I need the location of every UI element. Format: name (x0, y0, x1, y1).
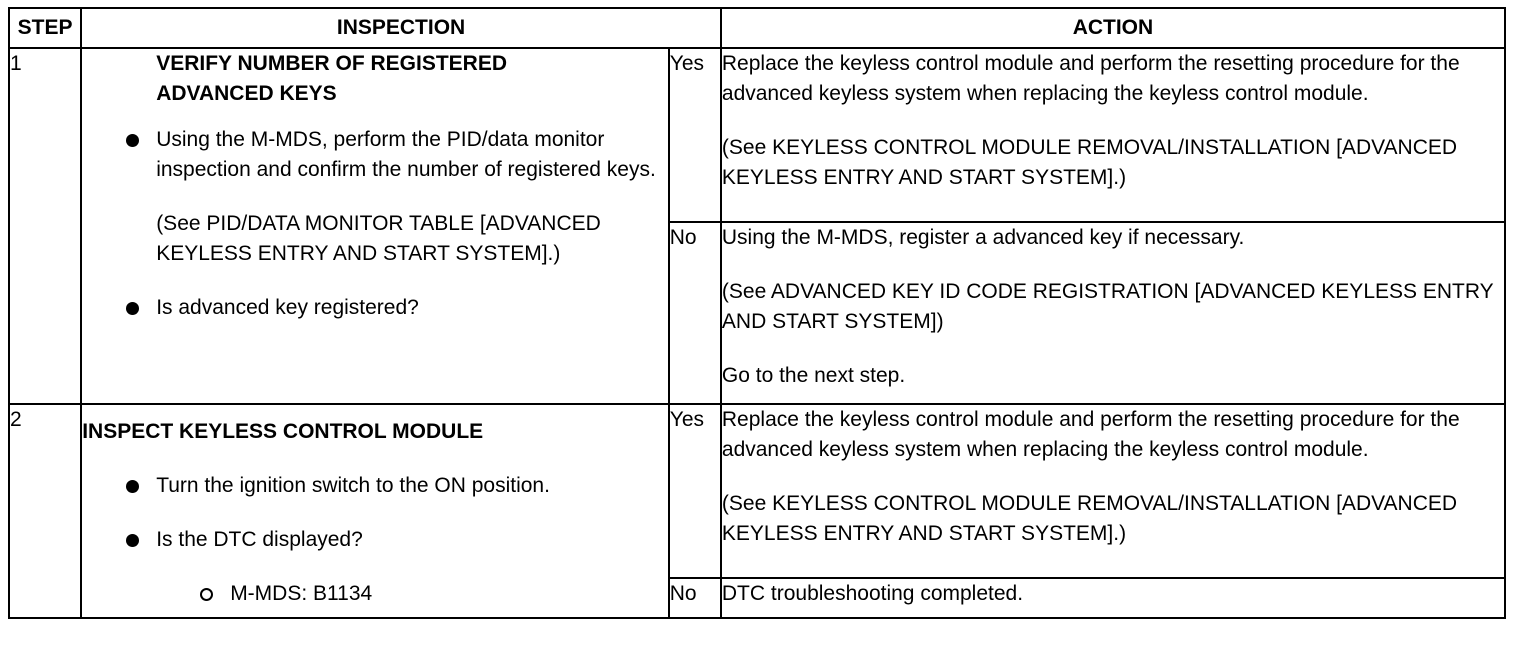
step-1-no-label: No (669, 222, 721, 404)
step-1-no-reference: (See ADVANCED KEY ID CODE REGISTRATION [ADVANCED KEYLESS ENTRY AND START SYSTEM]) (721, 280, 1494, 333)
step-1-inspection (81, 48, 669, 404)
step-1-no-action (721, 222, 1505, 404)
step-2-bullet-2-text: Is the DTC displayed? (156, 528, 363, 551)
step-1-title (82, 49, 668, 109)
step-2-no-action (721, 578, 1505, 618)
step-1-bullet-1-text: Using the M-MDS, perform the PID/data monitor inspection and confirm the number of registered keys. (156, 128, 656, 181)
step-2-bullet-1-text: Turn the ignition switch to the ON position. (156, 474, 550, 497)
step-1-yes-action-text: Replace the keyless control module and perform the resetting procedure for the advanced keyless system when replacing the keyless control module. (721, 52, 1460, 105)
header-action: ACTION (721, 8, 1505, 48)
step-2-yes-action-text: Replace the keyless control module and perform the resetting procedure for the advanced keyless system when replacing the keyless control module. (721, 408, 1460, 461)
step-2-no-label: No (669, 578, 721, 618)
header-step: STEP (9, 8, 81, 48)
step-1-number: 1 (9, 48, 81, 404)
step-2-title: INSPECT KEYLESS CONTROL MODULE (82, 420, 484, 443)
step-2-no-action-text: DTC troubleshooting completed. (721, 582, 1024, 605)
bullet-dot-icon (82, 525, 156, 555)
bullet-dot-icon (82, 293, 156, 323)
step-2-yes-label: Yes (669, 404, 721, 578)
bullet-ring-icon (82, 579, 230, 609)
step-1-no-next: Go to the next step. (721, 364, 906, 387)
step-1-title-line2: ADVANCED KEYS (156, 82, 337, 105)
step-2-sub-bullet (82, 579, 668, 609)
step-1-bullet-2-text: Is advanced key registered? (156, 296, 419, 319)
step-2-yes-row (9, 404, 1505, 578)
step-2-number: 2 (9, 404, 81, 618)
step-1-bullet-1 (82, 125, 668, 185)
step-1-bullet-2 (82, 293, 668, 323)
step-1-yes-action (721, 48, 1505, 222)
step-1-yes-reference: (See KEYLESS CONTROL MODULE REMOVAL/INSTALLATION [ADVANCED KEYLESS ENTRY AND START SYSTEM].) (721, 136, 1458, 189)
troubleshooting-table-wrapper (8, 7, 1506, 619)
step-2-yes-reference: (See KEYLESS CONTROL MODULE REMOVAL/INSTALLATION [ADVANCED KEYLESS ENTRY AND START SYSTEM].) (721, 492, 1458, 545)
step-1-reference: (See PID/DATA MONITOR TABLE [ADVANCED KEYLESS ENTRY AND START SYSTEM].) (156, 212, 601, 265)
header-inspection: INSPECTION (81, 8, 721, 48)
step-1-title-line1: VERIFY NUMBER OF REGISTERED (156, 52, 508, 75)
troubleshooting-table (8, 7, 1506, 619)
step-2-bullet-1 (82, 471, 668, 501)
header-row (9, 8, 1505, 48)
step-1-no-action-text: Using the M-MDS, register a advanced key if necessary. (721, 226, 1245, 249)
step-2-bullet-2 (82, 525, 668, 555)
step-1-yes-row (9, 48, 1505, 222)
step-2-inspection (81, 404, 669, 618)
bullet-dot-icon (82, 125, 156, 185)
step-2-sub-bullet-text: M-MDS: B1134 (230, 582, 373, 605)
bullet-dot-icon (82, 471, 156, 501)
step-1-yes-label: Yes (669, 48, 721, 222)
step-2-yes-action (721, 404, 1505, 578)
